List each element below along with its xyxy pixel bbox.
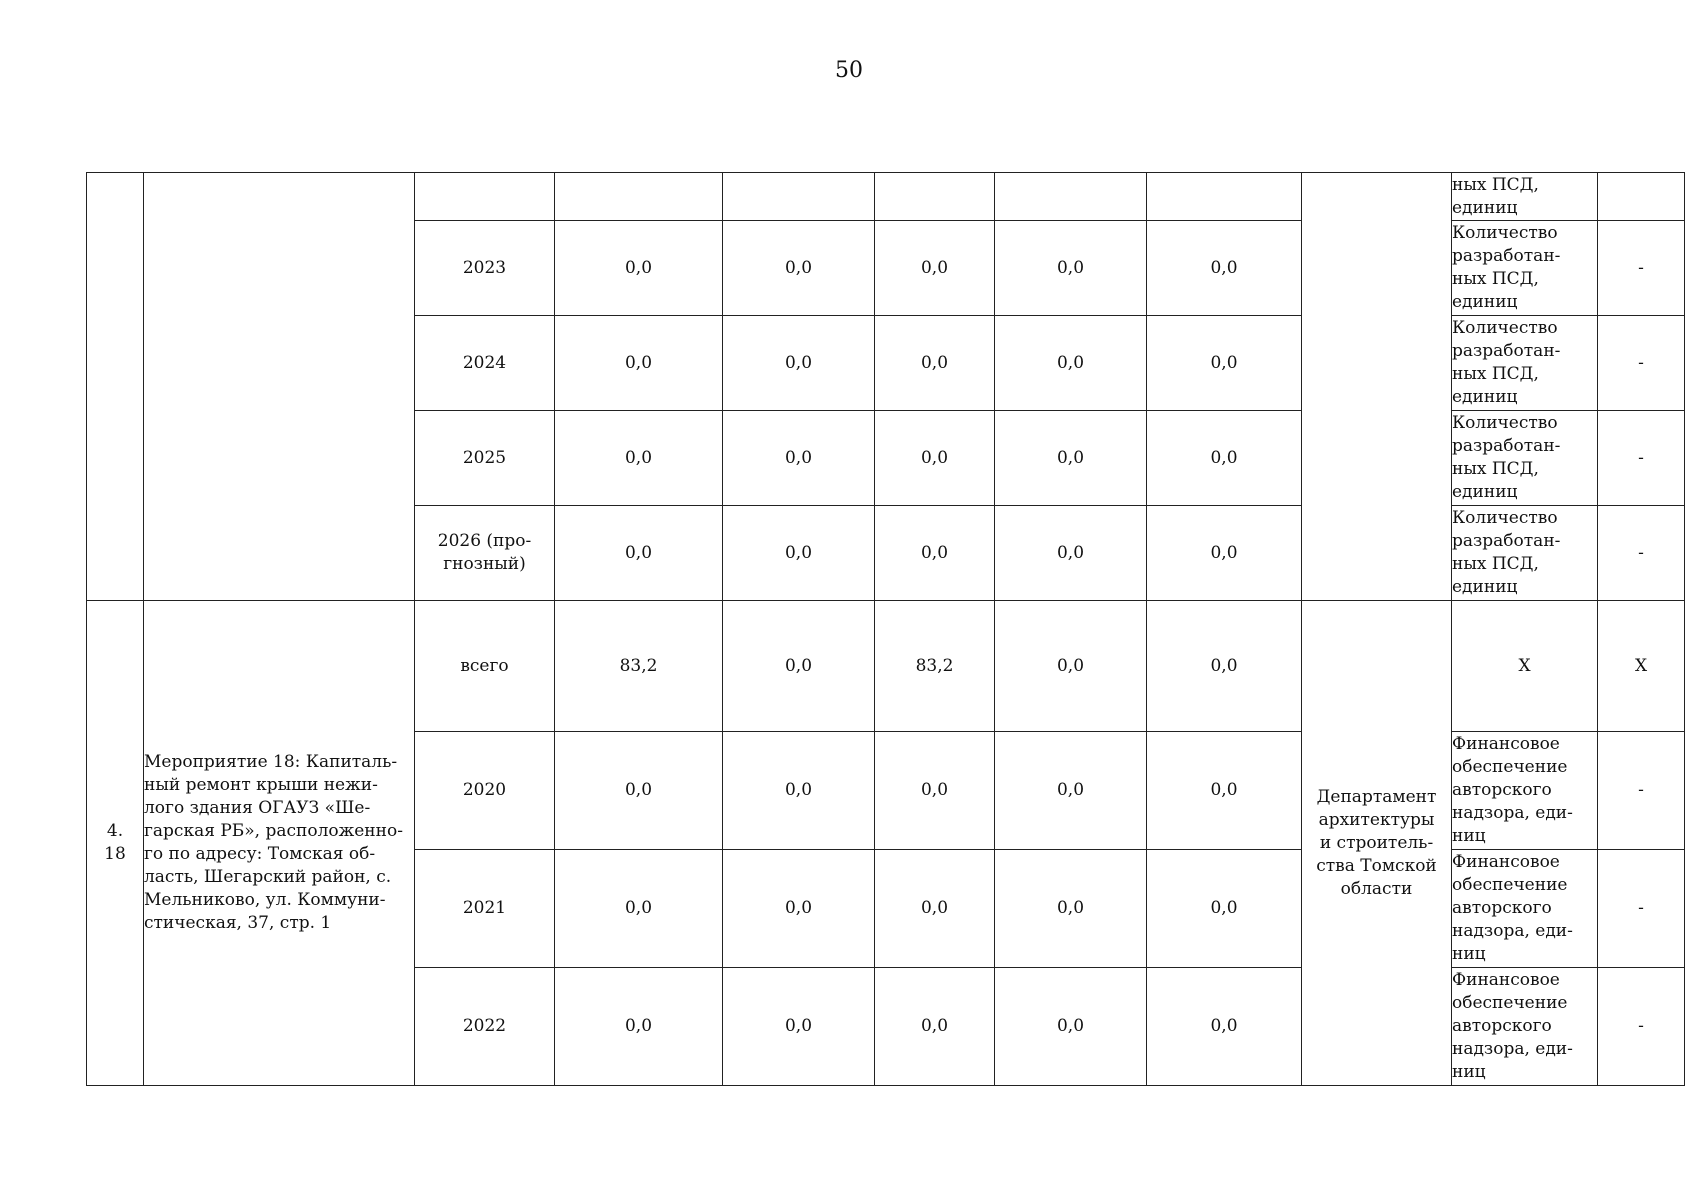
indicator-value-cell: -	[1598, 411, 1685, 506]
year-cell: 2026 (про- гнозный)	[415, 506, 555, 601]
indicator-value-cell: -	[1598, 316, 1685, 411]
value-cell: 0,0	[1147, 732, 1302, 850]
indicator-cell: ных ПСД, единиц	[1452, 173, 1598, 221]
value-cell: 0,0	[555, 732, 723, 850]
value-cell: 83,2	[875, 601, 995, 732]
value-cell	[995, 173, 1147, 221]
index-cell	[87, 173, 144, 601]
value-cell: 0,0	[555, 506, 723, 601]
value-cell: 0,0	[995, 221, 1147, 316]
value-cell: 0,0	[875, 850, 995, 968]
year-cell: 2025	[415, 411, 555, 506]
value-cell: 0,0	[995, 732, 1147, 850]
year-cell: 2023	[415, 221, 555, 316]
value-cell: 0,0	[1147, 411, 1302, 506]
value-cell: 0,0	[723, 411, 875, 506]
value-cell: 0,0	[555, 316, 723, 411]
indicator-cell: Количество разработан- ных ПСД, единиц	[1452, 221, 1598, 316]
indicator-cell: Финансовое обеспечение авторского надзора, еди- ниц	[1452, 732, 1598, 850]
index-cell: 4. 18	[87, 601, 144, 1086]
value-cell: 0,0	[723, 221, 875, 316]
indicator-value-cell: X	[1598, 601, 1685, 732]
value-cell: 0,0	[875, 411, 995, 506]
value-cell	[723, 173, 875, 221]
year-cell: 2022	[415, 968, 555, 1086]
page-number: 50	[835, 58, 863, 83]
value-cell: 0,0	[723, 316, 875, 411]
indicator-cell: Количество разработан- ных ПСД, единиц	[1452, 506, 1598, 601]
department-cell: Департамент архитектуры и строитель- ства Томской области	[1302, 601, 1452, 1086]
value-cell: 0,0	[995, 601, 1147, 732]
value-cell: 0,0	[1147, 601, 1302, 732]
value-cell: 0,0	[723, 968, 875, 1086]
value-cell: 0,0	[875, 968, 995, 1086]
value-cell: 0,0	[875, 221, 995, 316]
value-cell: 0,0	[723, 850, 875, 968]
value-cell: 0,0	[555, 411, 723, 506]
value-cell: 0,0	[555, 850, 723, 968]
program-table	[86, 172, 1685, 1086]
indicator-cell: Количество разработан- ных ПСД, единиц	[1452, 411, 1598, 506]
value-cell: 0,0	[1147, 221, 1302, 316]
value-cell: 83,2	[555, 601, 723, 732]
indicator-value-cell: -	[1598, 732, 1685, 850]
value-cell: 0,0	[995, 850, 1147, 968]
value-cell	[875, 173, 995, 221]
value-cell: 0,0	[995, 968, 1147, 1086]
value-cell: 0,0	[723, 732, 875, 850]
value-cell: 0,0	[1147, 316, 1302, 411]
year-cell	[415, 173, 555, 221]
value-cell	[1147, 173, 1302, 221]
value-cell: 0,0	[995, 316, 1147, 411]
indicator-value-cell	[1598, 173, 1685, 221]
indicator-cell: X	[1452, 601, 1598, 732]
value-cell: 0,0	[1147, 850, 1302, 968]
value-cell: 0,0	[995, 506, 1147, 601]
indicator-cell: Количество разработан- ных ПСД, единиц	[1452, 316, 1598, 411]
year-cell: 2024	[415, 316, 555, 411]
year-cell: 2020	[415, 732, 555, 850]
indicator-value-cell: -	[1598, 221, 1685, 316]
value-cell: 0,0	[1147, 968, 1302, 1086]
indicator-cell: Финансовое обеспечение авторского надзора, еди- ниц	[1452, 850, 1598, 968]
department-cell	[1302, 173, 1452, 601]
value-cell: 0,0	[1147, 506, 1302, 601]
value-cell: 0,0	[723, 601, 875, 732]
value-cell: 0,0	[875, 732, 995, 850]
year-cell: всего	[415, 601, 555, 732]
indicator-value-cell: -	[1598, 850, 1685, 968]
table-row	[87, 601, 1685, 732]
table-row	[87, 173, 1685, 221]
description-cell	[144, 173, 415, 601]
description-cell: Мероприятие 18: Капиталь- ный ремонт крыши нежи- лого здания ОГАУЗ «Ше- гарская РБ», расположенно- го по адресу: Томская об- ласть, Шегарский район, с. Мельниково, ул. Коммуни- стическая, 37, стр. 1	[144, 601, 415, 1086]
value-cell: 0,0	[555, 968, 723, 1086]
indicator-value-cell: -	[1598, 506, 1685, 601]
year-cell: 2021	[415, 850, 555, 968]
value-cell: 0,0	[875, 506, 995, 601]
indicator-value-cell: -	[1598, 968, 1685, 1086]
value-cell: 0,0	[723, 506, 875, 601]
value-cell: 0,0	[555, 221, 723, 316]
value-cell: 0,0	[875, 316, 995, 411]
value-cell	[555, 173, 723, 221]
value-cell: 0,0	[995, 411, 1147, 506]
indicator-cell: Финансовое обеспечение авторского надзора, еди- ниц	[1452, 968, 1598, 1086]
